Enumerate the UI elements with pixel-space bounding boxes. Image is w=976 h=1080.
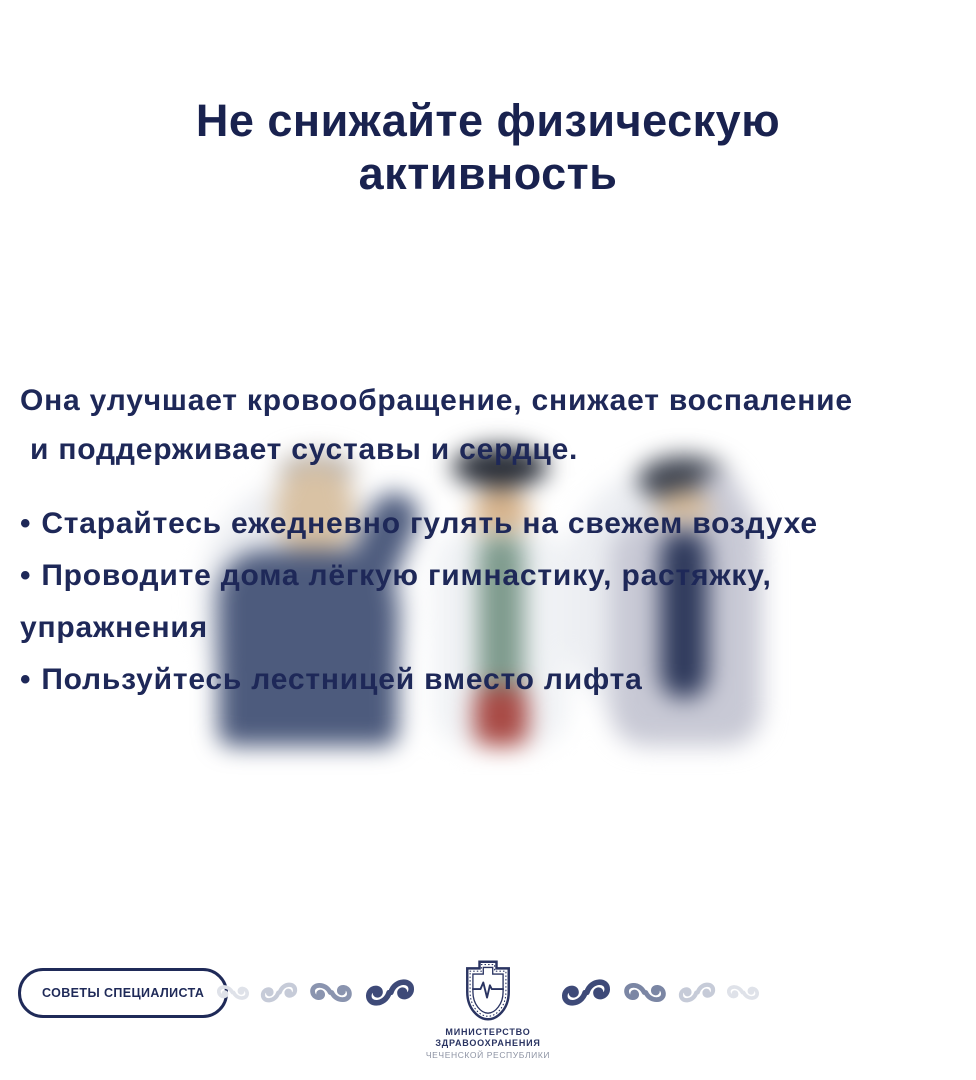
chechen-swirl-icon: [672, 973, 722, 1010]
ministry-caption-line-1: МИНИСТЕРСТВО: [445, 1027, 531, 1037]
ministry-emblem-block: [420, 958, 556, 1061]
tip-item-gymnastics: [20, 550, 920, 654]
bullet-dot: •: [20, 663, 32, 696]
chechen-swirl-icon: [723, 979, 763, 1006]
chechen-swirl-icon: [254, 973, 304, 1010]
tip-item-walk: [20, 498, 920, 550]
ornament-group-right: [556, 958, 763, 1026]
ministry-emblem-icon: [455, 958, 521, 1024]
chechen-swirl-icon: [357, 968, 422, 1017]
tip-item-text: Старайтесь ежедневно гулять на свежем воздухе: [41, 507, 818, 540]
specialist-advice-badge-label: СОВЕТЫ СПЕЦИАЛИСТА: [42, 986, 205, 1000]
tip-item-stairs: [20, 654, 920, 706]
chechen-swirl-icon: [619, 975, 671, 1010]
page-title: [0, 94, 976, 200]
specialist-advice-badge[interactable]: [18, 968, 228, 1018]
intro-paragraph: [20, 376, 960, 474]
intro-line-1: Она улучшает кровообращение, снижает воспаление: [20, 384, 853, 417]
ministry-caption: [426, 1027, 550, 1061]
ministry-caption-line-2: ЗДРАВООХРАНЕНИЯ: [435, 1038, 541, 1048]
chechen-swirl-icon: [305, 975, 357, 1010]
tips-list: [20, 498, 920, 706]
footer-ornament-band: [213, 958, 763, 1061]
page-title-line-1: Не снижайте физическую: [195, 95, 781, 147]
ornament-group-left: [213, 958, 420, 1026]
intro-line-2: и поддерживает суставы и сердце.: [30, 433, 579, 466]
ministry-caption-line-3: ЧЕЧЕНСКОЙ РЕСПУБЛИКИ: [425, 1050, 551, 1060]
tip-item-text: Проводите дома лёгкую гимнастику, растяжку, упражнения: [20, 559, 772, 644]
chechen-swirl-icon: [213, 979, 253, 1006]
bullet-dot: •: [20, 507, 32, 540]
bullet-dot: •: [20, 559, 32, 592]
chechen-swirl-icon: [553, 968, 618, 1017]
tip-item-text: Пользуйтесь лестницей вместо лифта: [41, 663, 643, 696]
page-title-line-2: активность: [358, 148, 618, 200]
